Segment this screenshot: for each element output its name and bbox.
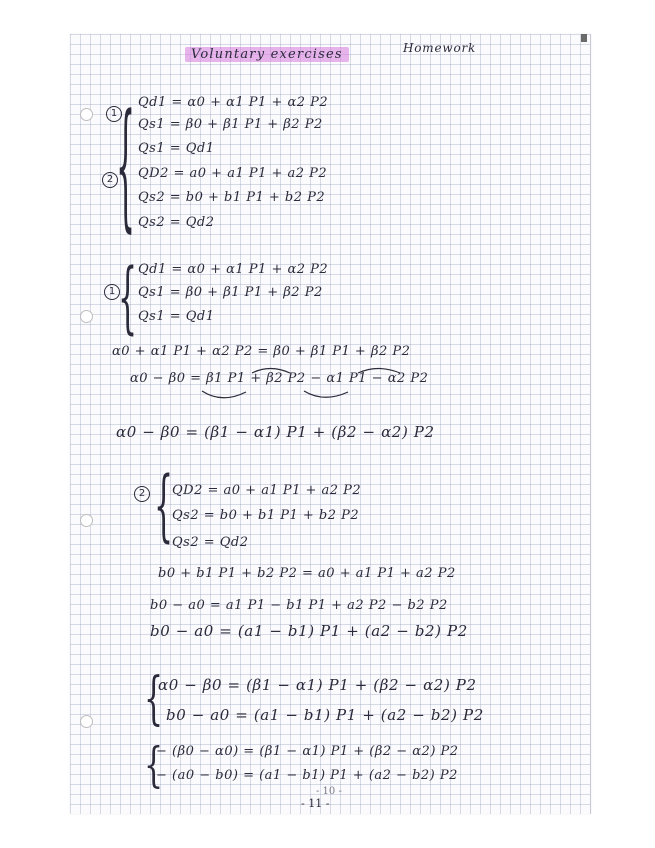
- equation-line: Qs2 = Qd2: [138, 215, 215, 230]
- punch-hole: [80, 514, 93, 527]
- page-number-faint: - 10 -: [316, 786, 342, 797]
- equation-line: QD2 = a0 + a1 P1 + a2 P2: [172, 483, 362, 498]
- equation-line: Qs1 = Qd1: [138, 309, 215, 324]
- equation-line: Qs2 = b0 + b1 P1 + b2 P2: [172, 508, 360, 523]
- derivation-step: α0 + α1 P1 + α2 P2 = β0 + β1 P1 + β2 P2: [112, 344, 411, 359]
- derivation-step: b0 − a0 = a1 P1 − b1 P1 + a2 P2 − b2 P2: [150, 598, 448, 613]
- equation-line: Qs2 = Qd2: [172, 535, 249, 550]
- equation-number: 2: [102, 172, 118, 188]
- punch-hole: [80, 310, 93, 323]
- page-title: Voluntary exercises: [185, 47, 349, 62]
- punch-hole: [80, 715, 93, 728]
- derivation-step: b0 + b1 P1 + b2 P2 = a0 + a1 P1 + a2 P2: [158, 566, 456, 581]
- equation-line: − (a0 − b0) = (a1 − b1) P1 + (a2 − b2) P2: [156, 768, 458, 783]
- equation-line: α0 − β0 = (β1 − α1) P1 + (β2 − α2) P2: [158, 676, 477, 694]
- cancel-arcs: [250, 364, 410, 376]
- equation-line: Qs1 = Qd1: [138, 141, 215, 156]
- equation-number: 2: [134, 486, 150, 502]
- cancel-arcs: [200, 388, 360, 404]
- homework-label: Homework: [403, 41, 477, 55]
- punch-hole: [80, 108, 93, 121]
- equation-line: Qd1 = α0 + α1 P1 + α2 P2: [138, 95, 329, 110]
- equation-number: 1: [104, 284, 120, 300]
- binding-mark: [581, 34, 587, 42]
- equation-line: Qs2 = b0 + b1 P1 + b2 P2: [138, 190, 326, 205]
- equation-line: Qd1 = α0 + α1 P1 + α2 P2: [138, 262, 329, 277]
- equation-line: QD2 = a0 + a1 P1 + a2 P2: [138, 166, 328, 181]
- equation-line: − (β0 − α0) = (β1 − α1) P1 + (β2 − α2) P2: [156, 744, 459, 759]
- system-brace: {: [154, 462, 174, 553]
- system-brace: {: [118, 254, 138, 345]
- system-brace: {: [144, 666, 164, 733]
- equation-number: 1: [106, 106, 122, 122]
- equation-line: Qs1 = β0 + β1 P1 + β2 P2: [138, 117, 323, 132]
- equation-line: b0 − a0 = (a1 − b1) P1 + (a2 − b2) P2: [166, 706, 484, 724]
- equation-line: Qs1 = β0 + β1 P1 + β2 P2: [138, 285, 323, 300]
- derivation-step: α0 − β0 = (β1 − α1) P1 + (β2 − α2) P2: [116, 423, 435, 441]
- page-number: - 11 -: [301, 797, 330, 810]
- derivation-step: b0 − a0 = (a1 − b1) P1 + (a2 − b2) P2: [150, 622, 468, 640]
- system-brace: {: [144, 738, 164, 794]
- system-brace: {: [116, 88, 136, 249]
- derivation-step: α0 − β0 = β1 P1 + β2 P2 − α1 P1 − α2 P2: [130, 371, 429, 386]
